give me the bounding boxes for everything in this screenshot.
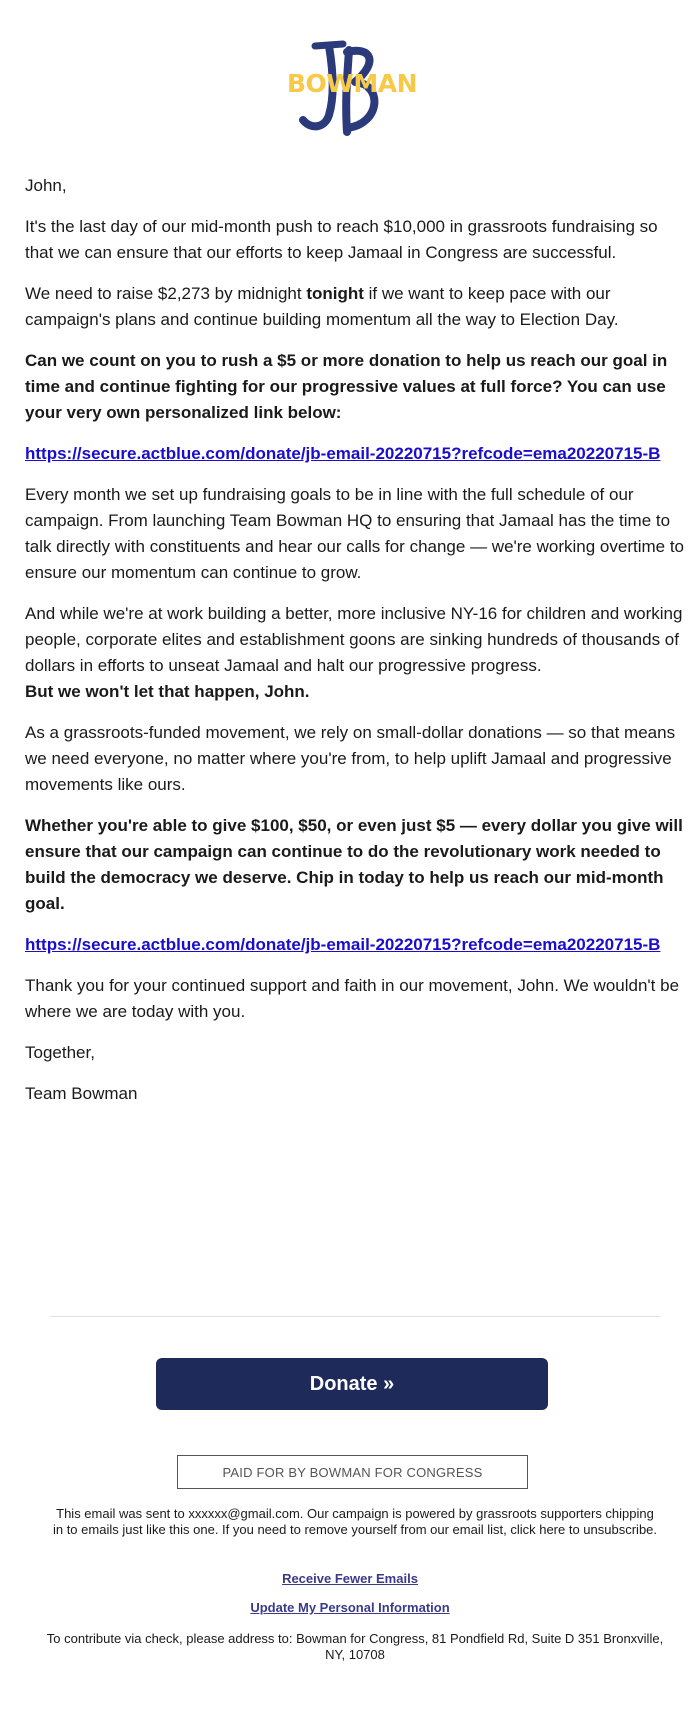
logo-wordmark: BOWMAN (286, 69, 418, 98)
footer-divider (50, 1316, 660, 1317)
mailing-address: To contribute via check, please address to: Bowman for Congress, 81 Pondfield Rd, Suite D 351 Bronxville, NY, 10708 (46, 1631, 664, 1662)
bowman-logo (285, 40, 420, 140)
raise-text: We need to raise $2,273 by midnight (25, 284, 307, 303)
tonight-emphasis: tonight (306, 284, 364, 303)
email-body (25, 173, 685, 1122)
fewer-emails-row (0, 1571, 700, 1586)
paid-for-disclaimer: PAID FOR BY BOWMAN FOR CONGRESS (177, 1455, 528, 1489)
donate-link-paragraph-2 (25, 932, 685, 958)
ny16-emphasis: But we won't let that happen, John. (25, 682, 310, 701)
update-personal-info-link[interactable]: Update My Personal Information (250, 1600, 450, 1615)
donate-link-2[interactable]: https://secure.actblue.com/donate/jb-email-20220715?refcode=ema20220715-B (25, 935, 661, 954)
greeting: John, (25, 176, 67, 195)
paragraph-ny16 (25, 601, 685, 705)
paragraph-thanks: Thank you for your continued support and faith in our movement, John. We wouldn't be where we are today with you. (25, 976, 680, 1021)
signature: Team Bowman (25, 1084, 138, 1103)
paragraph-chip-in: Whether you're able to give $100, $50, or even just $5 — every dollar you give will ensure that our campaign can continue to do the revolutionary work needed to build the democracy we deserve. Chip in today to help us reach our mid-month goal. (25, 816, 683, 913)
raise-text-end: if we want to keep pace with our campaign's plans and continue building momentum all the way to Election Day. (25, 284, 619, 329)
donate-link-1[interactable]: https://secure.actblue.com/donate/jb-email-20220715?refcode=ema20220715-B (25, 444, 661, 463)
paragraph-raise (25, 281, 685, 333)
update-info-row (0, 1600, 700, 1615)
logo-graphic (285, 40, 420, 140)
donate-button[interactable]: Donate » (156, 1358, 548, 1410)
receive-fewer-emails-link[interactable]: Receive Fewer Emails (282, 1571, 418, 1586)
paragraph-grassroots: As a grassroots-funded movement, we rely on small-dollar donations — so that means we need everyone, no matter where you're from, to help uplift Jamaal and progressive movements like ours. (25, 723, 676, 794)
paragraph-goal: It's the last day of our mid-month push to reach $10,000 in grassroots fundraising so that we can ensure that our efforts to keep Jamaal in Congress are successful. (25, 217, 658, 262)
ny16-text: And while we're at work building a better, more inclusive NY-16 for children and working people, corporate elites and establishment goons are sinking hundreds of thousands of dollars in efforts to unseat Jamaal and halt our progressive progress. (25, 604, 683, 675)
signoff: Together, (25, 1043, 95, 1062)
donate-link-paragraph-1 (25, 441, 685, 467)
unsubscribe-notice[interactable]: This email was sent to xxxxxx@gmail.com. Our campaign is powered by grassroots supporters chipping in to emails just like this one. If you need to remove yourself from our email list, click here to unsubscribe. (52, 1506, 658, 1537)
paragraph-ask: Can we count on you to rush a $5 or more donation to help us reach our goal in time and continue fighting for our progressive values at full force? You can use your very own personalized link below: (25, 351, 668, 422)
paragraph-monthly-goals: Every month we set up fundraising goals to be in line with the full schedule of our campaign. From launching Team Bowman HQ to ensuring that Jamaal has the time to talk directly with constituents and hear our calls for change — we're working overtime to ensure our momentum can continue to grow. (25, 485, 684, 582)
